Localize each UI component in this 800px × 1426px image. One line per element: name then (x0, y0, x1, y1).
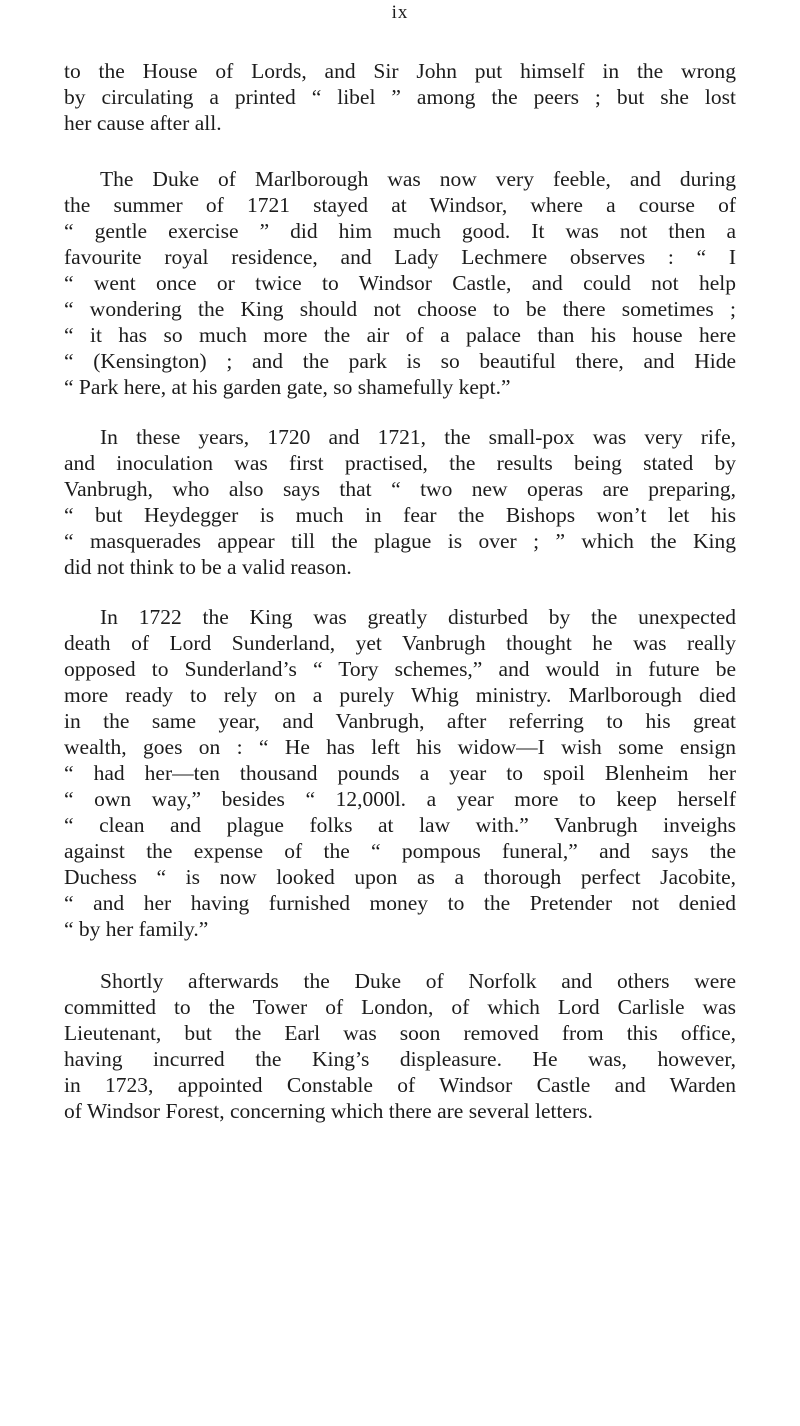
text-line: “ went once or twice to Windsor Castle, and could not help (64, 271, 736, 295)
text-line: “ clean and plague folks at law with.” Vanbrugh inveighs (64, 813, 736, 837)
text-line: Vanbrugh, who also says that “ two new operas are preparing, (64, 477, 736, 501)
text-line: “ wondering the King should not choose to be there sometimes ; (64, 297, 736, 321)
text-line: more ready to rely on a purely Whig ministry. Marlborough died (64, 683, 736, 707)
text-line: “ it has so much more the air of a palace than his house here (64, 323, 736, 347)
paragraph-2 (64, 166, 736, 400)
text-line: In these years, 1720 and 1721, the small-pox was very rife, (100, 425, 736, 449)
text-line: “ by her family.” (64, 917, 209, 941)
text-line: “ and her having furnished money to the Pretender not denied (64, 891, 736, 915)
text-line: Lieutenant, but the Earl was soon removed from this office, (64, 1021, 736, 1045)
text-line: committed to the Tower of London, of which Lord Carlisle was (64, 995, 736, 1019)
text-line: of Windsor Forest, concerning which there are several letters. (64, 1099, 593, 1123)
text-line: “ (Kensington) ; and the park is so beautiful there, and Hide (64, 349, 736, 373)
text-line: “ gentle exercise ” did him much good. It was not then a (64, 219, 736, 243)
text-line: death of Lord Sunderland, yet Vanbrugh thought he was really (64, 631, 736, 655)
text-line: Duchess “ is now looked upon as a thorough perfect Jacobite, (64, 865, 736, 889)
text-line: by circulating a printed “ libel ” among the peers ; but she lost (64, 85, 736, 109)
text-line: “ Park here, at his garden gate, so shamefully kept.” (64, 375, 511, 399)
text-line: “ but Heydegger is much in fear the Bishops won’t let his (64, 503, 736, 527)
paragraph-5 (64, 968, 736, 1124)
text-line: the summer of 1721 stayed at Windsor, where a course of (64, 193, 736, 217)
text-line: “ masquerades appear till the plague is over ; ” which the King (64, 529, 736, 553)
text-line: “ own way,” besides “ 12,000l. a year more to keep herself (64, 787, 736, 811)
text-line: to the House of Lords, and Sir John put himself in the wrong (64, 59, 736, 83)
text-line: “ had her—ten thousand pounds a year to spoil Blenheim her (64, 761, 736, 785)
text-line: having incurred the King’s displeasure. He was, however, (64, 1047, 736, 1071)
paragraph-1 (64, 58, 736, 136)
text-line: The Duke of Marlborough was now very feeble, and during (100, 167, 736, 191)
text-line: in 1723, appointed Constable of Windsor Castle and Warden (64, 1073, 736, 1097)
text-line: opposed to Sunderland’s “ Tory schemes,” and would in future be (64, 657, 736, 681)
text-line: Shortly afterwards the Duke of Norfolk and others were (100, 969, 736, 993)
paragraph-3 (64, 424, 736, 580)
text-line: In 1722 the King was greatly disturbed by the unexpected (100, 605, 736, 629)
text-line: in the same year, and Vanbrugh, after referring to his great (64, 709, 736, 733)
text-line: against the expense of the “ pompous funeral,” and says the (64, 839, 736, 863)
body-text (64, 58, 736, 1144)
text-line: wealth, goes on : “ He has left his widow—I wish some ensign (64, 735, 736, 759)
page-number: ix (391, 2, 409, 23)
text-line: her cause after all. (64, 111, 222, 135)
text-line: and inoculation was first practised, the results being stated by (64, 451, 736, 475)
text-line: favourite royal residence, and Lady Lechmere observes : “ I (64, 245, 736, 269)
text-line: did not think to be a valid reason. (64, 555, 352, 579)
paragraph-4 (64, 604, 736, 942)
